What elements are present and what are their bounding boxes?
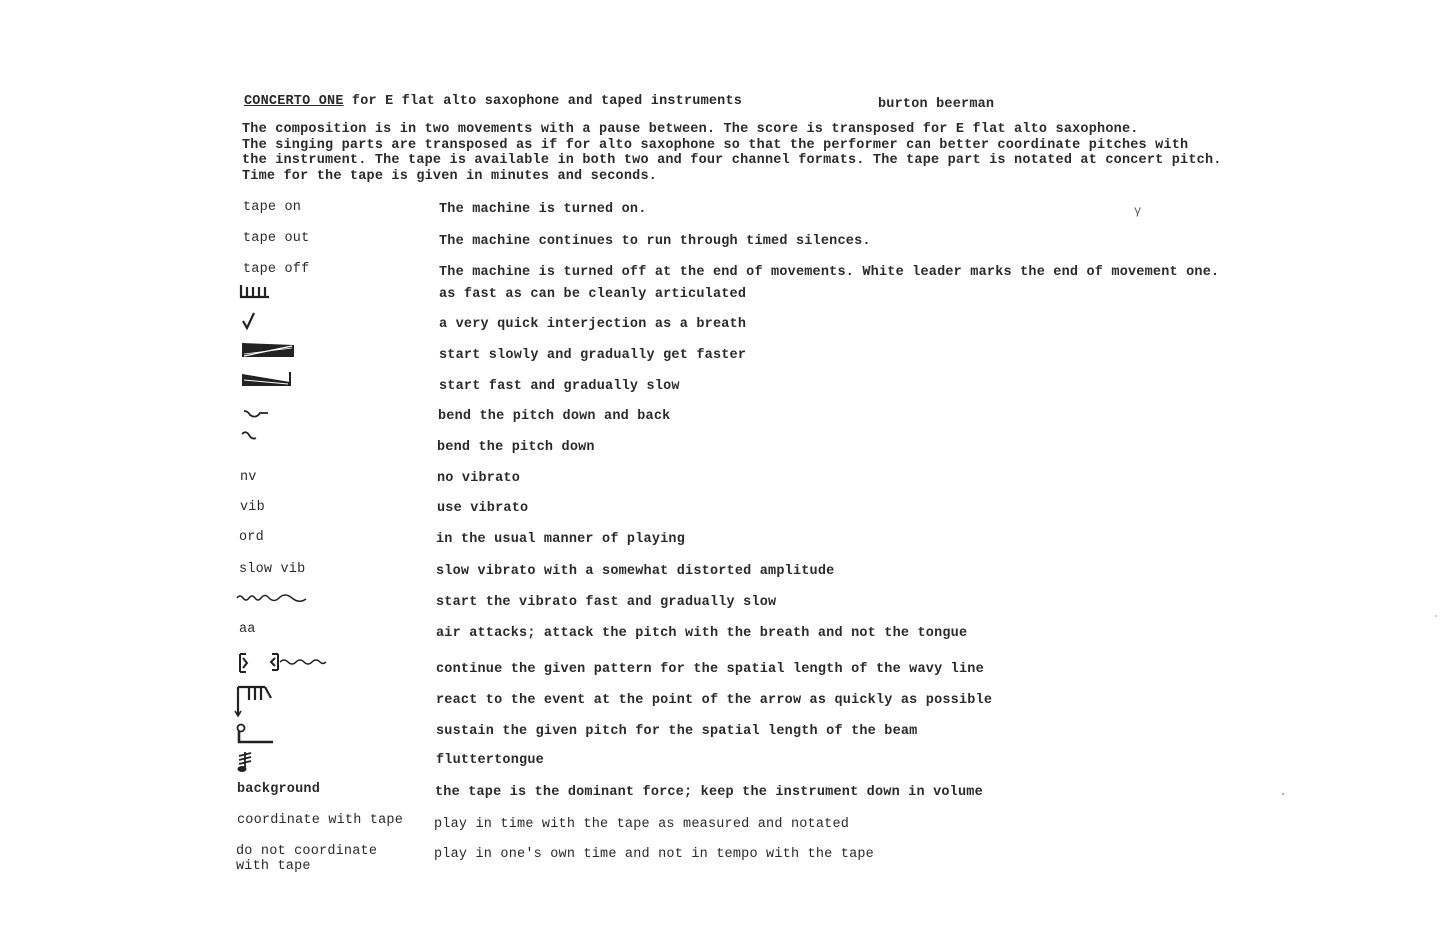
pattern-wavy-line-symbol: [236, 652, 330, 676]
legend-definition: no vibrato: [437, 471, 521, 486]
legend-definition: start fast and gradually slow: [439, 379, 680, 394]
breath-check-symbol: [241, 311, 257, 331]
intro-line: Time for the tape is given in minutes and seconds.: [242, 168, 658, 184]
sustain-beam-symbol: [235, 722, 277, 746]
legend-definition: a very quick interjection as a breath: [439, 317, 747, 332]
stray-dot: [1282, 793, 1284, 795]
ritardando-beam-symbol: [240, 370, 296, 390]
stray-dot: [1435, 615, 1437, 617]
flutter-tongue-symbol: [236, 750, 256, 774]
legend-term-continued: with tape: [236, 859, 311, 874]
document-title: [244, 94, 742, 109]
legend-definition: start the vibrato fast and gradually slow: [436, 595, 777, 610]
author-name: burton beerman: [878, 97, 995, 112]
legend-definition: The machine is turned on.: [439, 202, 647, 217]
legend-definition: react to the event at the point of the arrow as quickly as possible: [436, 693, 993, 708]
legend-term: do not coordinate: [236, 844, 378, 859]
legend-definition: continue the given pattern for the spatial length of the wavy line: [436, 662, 984, 677]
intro-paragraph: [242, 122, 1222, 184]
legend-term: ord: [239, 530, 264, 545]
legend-term: tape off: [243, 262, 310, 277]
title-concerto-one: CONCERTO ONE: [244, 94, 344, 109]
legend-definition: start slowly and gradually get faster: [439, 348, 747, 363]
bend-down-back-symbol: [242, 407, 270, 421]
accelerando-beam-symbol: [240, 341, 296, 359]
legend-definition: in the usual manner of playing: [436, 532, 686, 547]
legend-definition: sustain the given pitch for the spatial length of the beam: [436, 724, 918, 739]
vibrato-fast-slow-symbol: [236, 591, 310, 605]
intro-line: The composition is in two movements with a pause between. The score is transposed for E flat alto saxophone.: [242, 122, 1139, 137]
legend-definition: air attacks; attack the pitch with the breath and not the tongue: [436, 626, 968, 641]
legend-term: nv: [240, 470, 257, 485]
legend-definition: play in time with the tape as measured and notated: [434, 817, 850, 832]
legend-term: slow vib: [239, 562, 306, 577]
legend-term: vib: [240, 500, 265, 515]
rapid-notes-symbol: [239, 283, 273, 299]
legend-definition: The machine continues to run through timed silences.: [439, 234, 871, 249]
legend-definition: the tape is the dominant force; keep the instrument down in volume: [435, 785, 983, 800]
legend-term: tape out: [243, 231, 310, 246]
legend-term: tape on: [243, 200, 302, 215]
bend-down-symbol: [240, 428, 260, 442]
legend-definition: bend the pitch down: [437, 440, 595, 455]
intro-line: The singing parts are transposed as if for alto saxophone so that the performer can better coordinate pitches with: [242, 137, 1189, 153]
legend-term: aa: [239, 622, 256, 637]
legend-definition: slow vibrato with a somewhat distorted amplitude: [436, 564, 835, 579]
title-subtitle: for E flat alto saxophone and taped instruments: [343, 94, 743, 109]
intro-line: the instrument. The tape is available in both two and four channel formats. The tape part is notated at concert pitch.: [242, 153, 1222, 168]
legend-term: background: [237, 782, 321, 797]
legend-definition: play in one's own time and not in tempo with the tape: [434, 847, 874, 862]
legend-definition: bend the pitch down and back: [438, 409, 671, 424]
legend-definition: fluttertongue: [436, 753, 544, 768]
legend-definition: as fast as can be cleanly articulated: [439, 287, 747, 302]
legend-term: coordinate with tape: [237, 813, 404, 828]
legend-definition: The machine is turned off at the end of movements. White leader marks the end of movement one.: [439, 265, 1220, 280]
react-arrow-symbol: [235, 684, 277, 718]
stray-mark: γ: [1134, 204, 1142, 218]
legend-definition: use vibrato: [437, 501, 529, 516]
